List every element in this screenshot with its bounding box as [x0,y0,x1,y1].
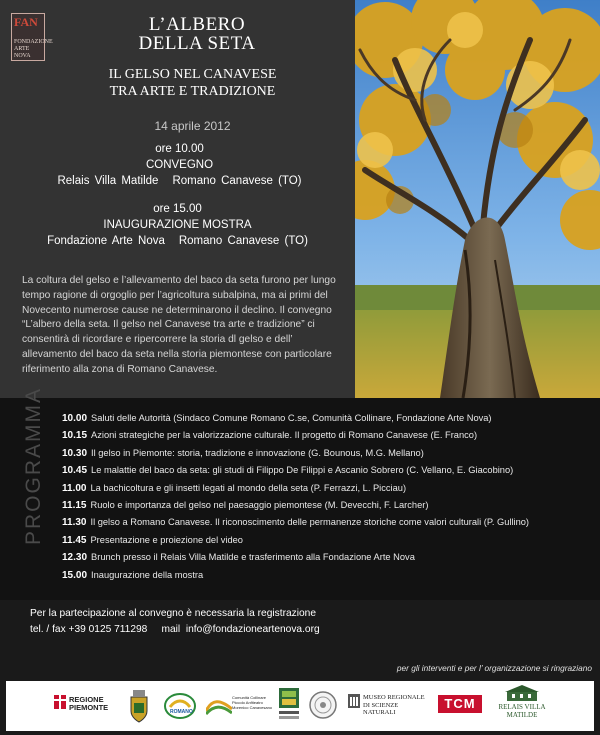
title-line-2: DELLA SETA [138,33,256,54]
program-text: Il gelso a Romano Canavese. Il riconoscimento delle permanenze storiche come valori culturali (P. Gullino) [90,517,530,528]
museo-text: MUSEO REGIONALE DI SCIENZE NATURALI [363,694,425,716]
subtitle-line-2: TRA ARTE E TRADIZIONE [109,84,276,99]
regione-shield-icon [54,695,66,709]
program-item [62,480,594,497]
event-venue: Relais Villa Matilde [57,175,159,187]
event-date: 14 aprile 2012 [154,119,231,133]
event-city: Romano Canavese (TO) [178,235,308,247]
event-mostra [0,201,360,249]
romano-logo [164,693,196,721]
comunita-text: Comunità Collinare Piccolo Anfiteatro Morenico Canavesano [232,695,273,710]
logo-mark: FAN [14,15,38,29]
program-time: 10.00 [62,413,88,424]
contact-line: tel. / fax +39 0125 711298 mail info@fondazioneartenova.org [30,623,320,635]
museum-icon [348,694,360,708]
program-item [62,410,594,427]
program-text: La bachicoltura e gli insetti legati al mondo della seta (P. Ferrazzi, L. Picciau) [90,482,407,493]
program-text: Inaugurazione della mostra [91,569,204,580]
villa-icon [505,685,539,701]
event-convegno [0,141,362,189]
program-time: 10.15 [62,430,88,442]
program-text: Presentazione e proiezione del video [90,534,243,545]
coat-of-arms-logo [128,689,150,725]
left-panel [0,0,355,398]
facolta-agraria-logo [278,687,300,725]
program-text: Brunch presso il Relais Villa Matilde e trasferimento alla Fondazione Arte Nova [91,552,415,563]
coat-of-arms-icon [128,689,150,723]
program-item [62,549,594,566]
program-text: Ruolo e importanza del gelso nel paesaggio piemontese (M. Devecchi, F. Larcher) [90,500,429,511]
program-label: PROGRAMMA [22,386,45,545]
event-place [0,233,360,249]
subtitle-line-1: IL GELSO NEL CANAVESE [108,67,277,82]
event-place [0,173,362,189]
program-item [62,514,594,531]
program-item [62,445,594,462]
event-name: INAUGURAZIONE MOSTRA [103,219,252,231]
sponsor-strip [6,681,594,731]
fondazione-logo [11,13,53,61]
program-time: 15.00 [62,569,88,581]
thanks-note: per gli interventi e per l’ organizzazione si ringraziano [396,663,592,673]
page-title [92,15,302,53]
program-text: Azioni strategiche per la valorizzazione culturale. Il progetto di Romano Canavese (E. Franco) [91,430,478,441]
program-time: 11.15 [62,500,87,512]
program-item [62,532,594,549]
program-text: Il gelso in Piemonte: storia, tradizione e innovazione (G. Bounous, M.G. Mellano) [91,447,424,458]
event-city: Romano Canavese (TO) [172,175,302,187]
tcm-text: TCM [444,696,476,711]
event-time: ore 15.00 [153,203,202,215]
program-item [62,427,594,444]
program-time: 10.30 [62,447,88,459]
program-list [62,410,594,584]
hills-icon [206,697,232,715]
registration-note: Per la partecipazione al convegno è necessaria la registrazione [30,608,316,619]
tcm-logo [438,695,482,713]
event-name: CONVEGNO [145,159,214,171]
program-item [62,497,594,514]
relais-text: RELAIS VILLA MATILDE [498,703,546,719]
romano-text: ROMANO [170,709,193,715]
seal-icon [309,691,337,719]
program-time: 10.45 [62,465,88,477]
mulberry-tree-photo [355,0,600,398]
page-subtitle [60,66,325,100]
tree-image [355,0,600,398]
logo-subtext: FONDAZIONE ARTE NOVA [14,39,53,59]
regione-text: REGIONE PIEMONTE [69,695,109,712]
university-seal-logo [309,691,337,721]
program-time: 11.00 [62,482,87,494]
program-time: 11.45 [62,534,87,546]
intro-paragraph: La coltura del gelso e l’allevamento del baco da seta furono per lungo tempo ragione di orgoglio per l’agricoltura subalpina, ma ai primi del Novecento numerose cause ne determinarono il declino. Il convegno “L’albero della seta. Il gelso nel Canavese tra arte e tradizione” ci consentirà di ricordare e ripercorrere la storia dl gelso e dell’ allevamento del baco da seta nella storia piemontese con particolare riferimento alla zona di Romano Canavese. [22,275,336,375]
event-time: ore 10.00 [155,143,204,155]
program-item [62,462,594,479]
registration-info [30,606,320,637]
program-time: 11.30 [62,517,87,529]
program-text: Le malattie del baco da seta: gli studi di Filippo De Filippi e Ascanio Sobrero (C. Vellano, E. Giacobino) [91,465,514,476]
program-time: 12.30 [62,552,88,564]
title-line-1: L’ALBERO [148,14,246,35]
program-item [62,567,594,584]
event-venue: Fondazione Arte Nova [47,235,165,247]
program-text: Saluti delle Autorità (Sindaco Comune Romano C.se, Comunità Collinare, Fondazione Arte Nova) [91,413,492,423]
agraria-icon [278,687,300,723]
